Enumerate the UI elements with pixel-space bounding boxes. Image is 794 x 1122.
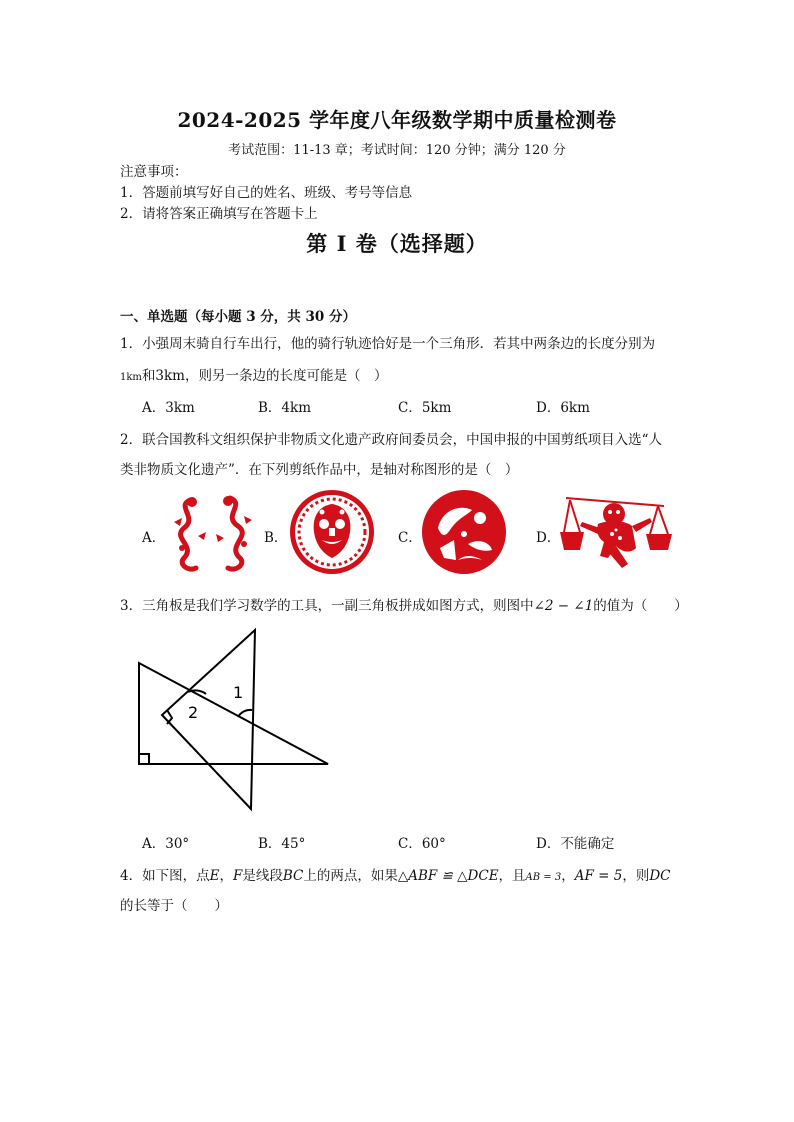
dragon-papercut-icon (168, 492, 260, 576)
right-angle-mark (167, 710, 172, 724)
option-a: A． (142, 530, 166, 546)
question-3-pre: 3．三角板是我们学习数学的工具，一副三角板拼成如图方式，则图中 (120, 598, 534, 614)
option-d: D．不能确定 (536, 836, 615, 852)
angle-expression: ∠2 − ∠1 (533, 598, 594, 614)
right-angle-mark (139, 754, 149, 764)
question-1-tail: 和3km，则另一条边的长度可能是（ ） (141, 368, 388, 384)
question-4-text (120, 864, 670, 884)
question-1-text-line2 (120, 364, 387, 384)
q4-text-part: ，且 (498, 868, 526, 884)
segment-dc: DC (649, 868, 671, 884)
point-e: E (209, 868, 220, 884)
option-c: C．60° (398, 836, 446, 852)
note-item: 2．请将答案正确填写在答题卡上 (120, 206, 318, 222)
exam-info: 考试范围：11-13 章；考试时间：120 分钟；满分 120 分 (228, 143, 566, 158)
q4-text-part: 是线段 (242, 868, 283, 884)
round-mouse-papercut-icon (420, 488, 508, 576)
segment-bc: BC (282, 868, 304, 884)
option-a: A．3km (142, 400, 195, 416)
monkey-papercut-icon (556, 492, 674, 574)
part-title: 第 I 卷（选择题） (306, 231, 488, 256)
distance-small: 1km (120, 372, 142, 383)
option-b: B． (264, 530, 288, 546)
round-lion-papercut-icon (288, 488, 376, 576)
option-b: B．4km (258, 400, 311, 416)
q4-text-part: 4．如下图，点 (120, 868, 210, 884)
q4-text-part: 上的两点，如果 (303, 868, 398, 884)
option-d: D．6km (536, 400, 590, 416)
notes-heading: 注意事项： (120, 164, 188, 180)
ab-length: AB = 3 (525, 872, 562, 883)
option-c: C．5km (398, 400, 452, 416)
option-a: A．30° (142, 836, 190, 852)
section-title: 一、单选题（每小题 3 分，共 30 分） (120, 309, 356, 325)
angle-1-label: 1 (233, 683, 244, 702)
congruence-statement: △ABF ≌ △DCE (397, 868, 499, 884)
question-2-text: 2．联合国教科文组织保护非物质文化遗产政府间委员会，中国申报的中国剪纸项目入选“人 (120, 432, 662, 448)
q4-text-part: ，则 (622, 868, 650, 884)
option-d: D． (536, 530, 561, 546)
question-4-text-line2: 的长等于（ ） (120, 898, 228, 914)
question-1-text: 1．小强周末骑自行车出行，他的骑行轨迹恰好是一个三角形．若其中两条边的长度分别为 (120, 336, 656, 352)
question-3-post: 的值为（ ） (593, 598, 688, 614)
point-f: F (232, 868, 243, 884)
question-2-text-line2: 类非物质文化遗产”．在下列剪纸作品中，是轴对称图形的是（ ） (120, 462, 519, 478)
triangle-rulers-figure (128, 622, 338, 818)
triangle-ruler-30-60 (139, 663, 328, 764)
q4-text-part: ， (561, 868, 575, 884)
triangle-ruler-45 (162, 630, 255, 809)
angle-2-label: 2 (188, 703, 199, 722)
question-3-text (120, 594, 688, 614)
note-item: 1．答题前填写好自己的姓名、班级、考号等信息 (120, 185, 413, 201)
page-title: 2024-2025 学年度八年级数学期中质量检测卷 (177, 108, 617, 132)
q4-text-part: ， (219, 868, 233, 884)
option-b: B．45° (258, 836, 306, 852)
option-c: C． (398, 530, 422, 546)
af-length: AF = 5 (574, 868, 623, 884)
